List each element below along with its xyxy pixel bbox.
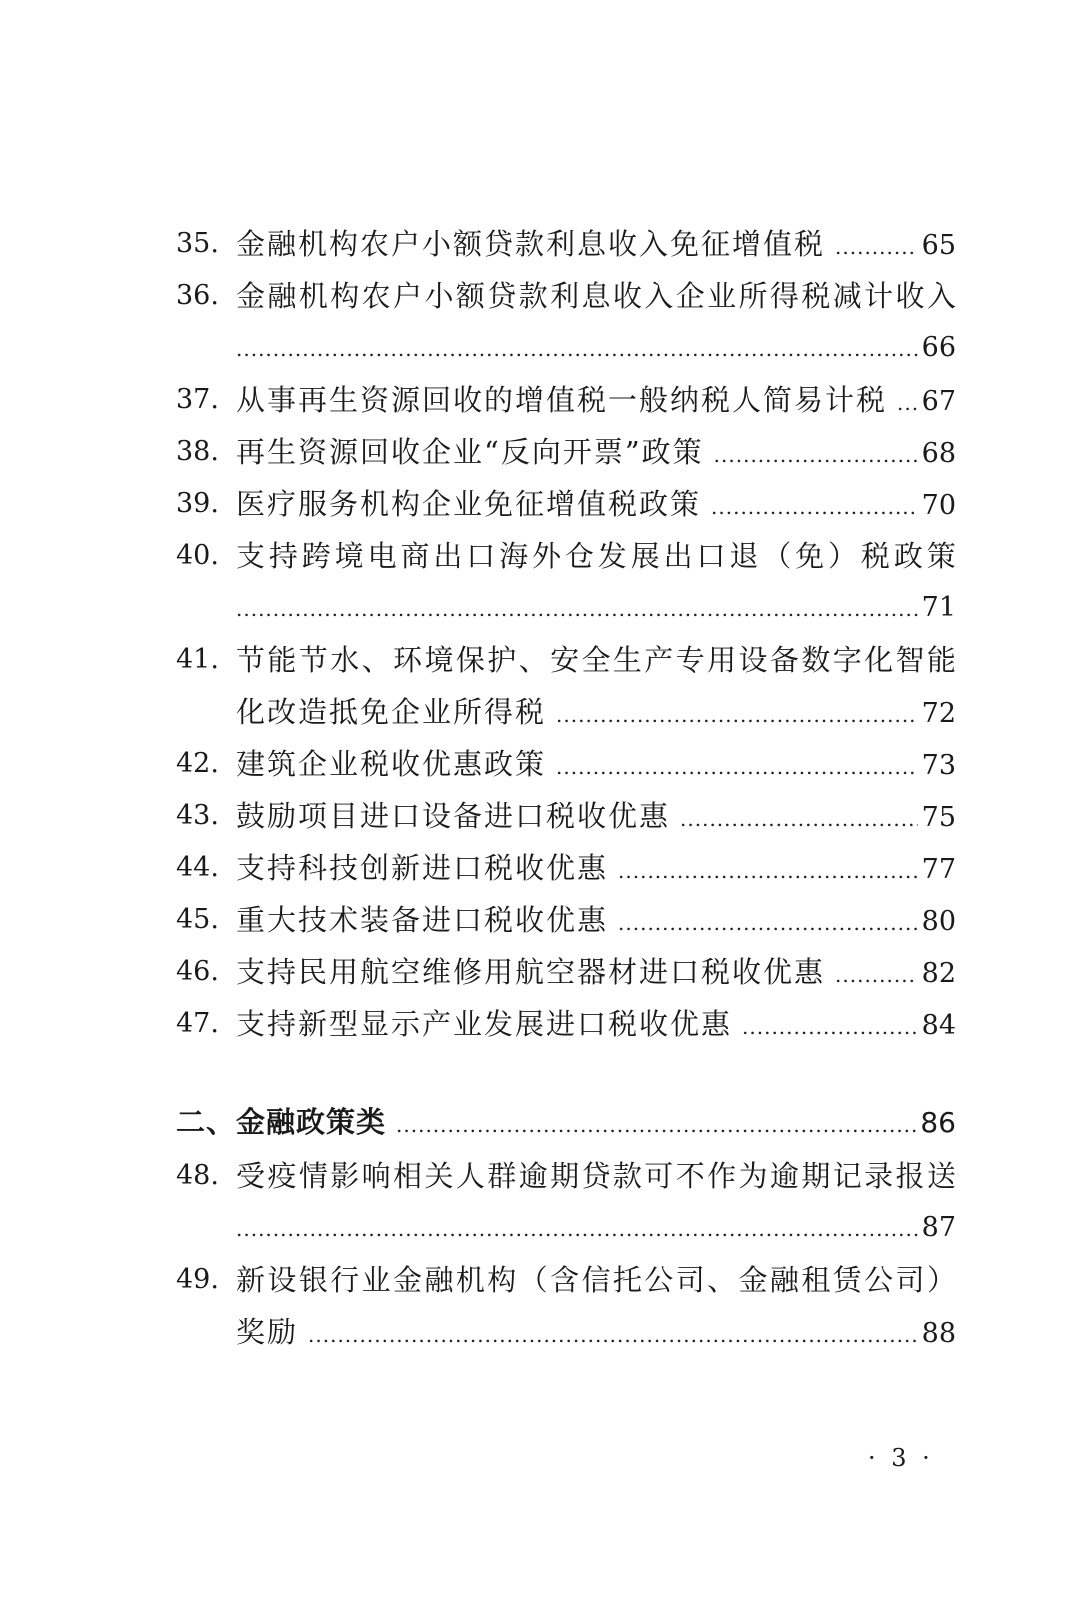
- toc-entry-body: [236, 634, 956, 738]
- toc-entry-page-number: 70: [921, 490, 956, 521]
- toc-entry-number: 38.: [176, 436, 219, 467]
- toc-entry-page-number: 67: [921, 386, 956, 417]
- toc-entry[interactable]: [176, 478, 956, 530]
- section-page-number: 86: [920, 1106, 956, 1139]
- toc-entry-body: [236, 894, 956, 946]
- toc-entry-title: 新 设 银 行 业 金 融 机 构 （ 含 信 托 公 司 、 金 融 租 赁 公 司 ）: [236, 1263, 956, 1297]
- toc-section-heading[interactable]: [176, 1094, 956, 1150]
- toc-entry[interactable]: [176, 270, 956, 374]
- toc-entry-title: 节 能 节 水 、 环 境 保 护 、 安 全 生 产 专 用 设 备 数 字 化 智 能: [236, 643, 956, 677]
- toc-entry-page-number: 80: [921, 906, 956, 937]
- toc-entry-page-number: 82: [921, 958, 956, 989]
- dot-leader: [835, 949, 918, 1001]
- toc-entry-body: [236, 790, 956, 842]
- toc-entry-number: 40.: [176, 540, 219, 571]
- toc-entry[interactable]: [176, 530, 956, 634]
- dot-leader: [897, 377, 918, 429]
- toc-entry-page-number: 73: [921, 750, 956, 781]
- dot-leader: [835, 221, 918, 273]
- toc-entry[interactable]: [176, 842, 956, 894]
- toc-entry-title: 再生资源回收企业“反向开票”政策: [236, 435, 704, 469]
- toc-entry[interactable]: [176, 790, 956, 842]
- toc-entry-number: 35.: [176, 228, 219, 259]
- toc-entry-title: 支持新型显示产业发展进口税收优惠: [236, 1007, 733, 1041]
- toc-entry-body: [236, 478, 956, 530]
- toc-entry-page-number: 87: [921, 1212, 956, 1243]
- toc-entry-page-number: 66: [921, 332, 956, 363]
- table-of-contents: [176, 218, 956, 1358]
- toc-entry-title: 鼓励项目进口设备进口税收优惠: [236, 799, 671, 833]
- toc-entry[interactable]: [176, 1254, 956, 1358]
- toc-entry-body: [236, 374, 956, 426]
- toc-entry-title: 支 持 跨 境 电 商 出 口 海 外 仓 发 展 出 口 退 （ 免 ） 税 政 策: [236, 539, 956, 573]
- toc-entry-number: 37.: [176, 384, 219, 415]
- toc-entry-number: 44.: [176, 852, 219, 883]
- toc-entry-body: [236, 270, 956, 374]
- toc-entry-page-number: 77: [921, 854, 956, 885]
- toc-entry-number: 39.: [176, 488, 219, 519]
- dot-leader: [618, 845, 918, 897]
- toc-entry-title: 支持科技创新进口税收优惠: [236, 851, 609, 885]
- toc-entry-list: [176, 218, 956, 1050]
- toc-entry[interactable]: [176, 374, 956, 426]
- toc-entry-page-number: 88: [921, 1318, 956, 1349]
- toc-entry-title: 从事再生资源回收的增值税一般纳税人简易计税: [236, 383, 888, 417]
- toc-entry-page-number: 71: [921, 592, 956, 623]
- toc-entry-body: [236, 946, 956, 998]
- toc-entry-title: 化改造抵免企业所得税: [236, 695, 547, 729]
- toc-entry-body: [236, 218, 956, 270]
- toc-entry-list: [176, 1150, 956, 1358]
- dot-leader: [396, 1097, 916, 1153]
- toc-entry-title: 金 融 机 构 农 户 小 额 贷 款 利 息 收 入 企 业 所 得 税 减 计 收 入: [236, 279, 956, 313]
- toc-entry-body: [236, 842, 956, 894]
- dot-leader: [236, 323, 918, 375]
- toc-entry[interactable]: [176, 218, 956, 270]
- toc-entry[interactable]: [176, 426, 956, 478]
- dot-leader: [680, 793, 918, 845]
- dot-leader: [556, 741, 918, 793]
- toc-entry-number: 48.: [176, 1160, 219, 1191]
- section-title: 二、金融政策类: [176, 1105, 387, 1139]
- toc-entry-title: 医疗服务机构企业免征增值税政策: [236, 487, 702, 521]
- toc-entry-number: 46.: [176, 956, 219, 987]
- toc-entry-title: 金融机构农户小额贷款利息收入免征增值税: [236, 227, 826, 261]
- toc-entry-body: [236, 1150, 956, 1254]
- toc-entry-number: 36.: [176, 280, 219, 311]
- toc-entry-body: [236, 426, 956, 478]
- toc-entry-body: [236, 998, 956, 1050]
- toc-entry-number: 45.: [176, 904, 219, 935]
- dot-leader: [742, 1001, 918, 1053]
- toc-entry-number: 49.: [176, 1264, 219, 1295]
- toc-entry-body: [236, 1254, 956, 1358]
- dot-leader: [618, 897, 918, 949]
- toc-entry[interactable]: [176, 634, 956, 738]
- toc-entry[interactable]: [176, 894, 956, 946]
- dot-leader: [308, 1309, 918, 1361]
- toc-entry[interactable]: [176, 1150, 956, 1254]
- toc-entry-title: 重大技术装备进口税收优惠: [236, 903, 609, 937]
- toc-entry[interactable]: [176, 738, 956, 790]
- toc-entry-title: 受 疫 情 影 响 相 关 人 群 逾 期 贷 款 可 不 作 为 逾 期 记 录 报 送: [236, 1159, 956, 1193]
- toc-entry[interactable]: [176, 998, 956, 1050]
- page-footer-number: · 3 ·: [868, 1444, 934, 1472]
- dot-leader: [236, 1203, 918, 1255]
- toc-entry-number: 47.: [176, 1008, 219, 1039]
- toc-entry-page-number: 68: [921, 438, 956, 469]
- toc-entry-page-number: 72: [921, 698, 956, 729]
- dot-leader: [236, 583, 918, 635]
- toc-entry[interactable]: [176, 946, 956, 998]
- toc-entry-title: 支持民用航空维修用航空器材进口税收优惠: [236, 955, 826, 989]
- toc-entry-title: 奖励: [236, 1315, 299, 1349]
- toc-entry-page-number: 84: [921, 1010, 956, 1041]
- toc-entry-number: 43.: [176, 800, 219, 831]
- toc-entry-page-number: 75: [921, 802, 956, 833]
- toc-entry-body: [236, 530, 956, 634]
- toc-entry-title: 建筑企业税收优惠政策: [236, 747, 547, 781]
- dot-leader: [714, 429, 918, 481]
- dot-leader: [556, 689, 918, 741]
- toc-entry-number: 42.: [176, 748, 219, 779]
- dot-leader: [711, 481, 918, 533]
- toc-entry-number: 41.: [176, 644, 219, 675]
- toc-entry-body: [236, 738, 956, 790]
- toc-entry-page-number: 65: [921, 230, 956, 261]
